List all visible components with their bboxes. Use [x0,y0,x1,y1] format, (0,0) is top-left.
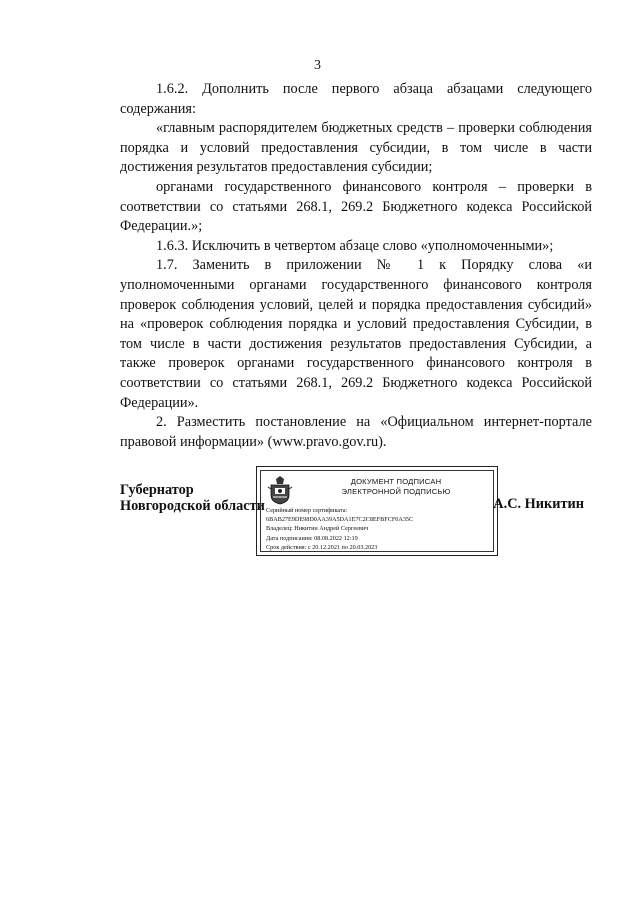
certificate-validity: Срок действия: с 20.12.2021 по 20.03.2023 [266,543,378,551]
stamp-details [266,506,413,552]
signer-position-line1: Губернатор [120,482,194,498]
signature-block [120,466,592,562]
stamp-frame [260,470,494,552]
signer-position [120,482,265,514]
paragraph-quote-main-manager: «главным распорядителем бюджетных средств – проверки соблюдения порядка и условий предоставления субсидии, в том числе в части достижения результатов предоставления субсидии; [120,120,592,176]
signer-position-line2: Новгородской области [120,498,265,514]
electronic-signature-stamp [256,466,498,556]
paragraph-1-6-3: 1.6.3. Исключить в четвертом абзаце слово «уполномоченными»; [156,237,554,254]
page-number: 3 [314,58,321,73]
paragraph-2: 2. Разместить постановление на «Официальном интернет-портале правовой информации» (www.pravo.gov.ru). [120,414,592,450]
paragraph-financial-control: органами государственного финансового контроля – проверки в соответствии со статьями 268.1, 269.2 Бюджетного кодекса Российской Федерации.»; [120,178,592,235]
document-body [120,80,592,452]
coat-of-arms-icon [267,475,293,505]
stamp-header-line1: ДОКУМЕНТ ПОДПИСАН [350,477,442,486]
stamp-header [301,477,491,497]
paragraph-1-7: 1.7. Заменить в приложении № 1 к Порядку слова «и уполномоченными органами государственного финансового контроля проверок соблюдения условий, целей и порядка предоставления субсидий» на «проверок соблюдения порядка и условий предоставления Субсидии, в том числе в части достижения результатов предоставления Субсидии, а также проверок органами государственного финансового контроля в соответствии со статьями 268.1, 269.2 Бюджетного кодекса Российской Федерации». [120,257,592,411]
certificate-owner: Владелец: Никитин Андрей Сергеевич [266,525,369,533]
paragraph-1-6-2: 1.6.2. Дополнить после первого абзаца абзацами следующего содержания: [120,81,592,117]
signer-name: А.С. Никитин [493,496,584,512]
stamp-header-line2: ЭЛЕКТРОННОЙ ПОДПИСЬЮ [341,487,451,496]
certificate-serial-label: Серийный номер сертификата: [266,507,348,514]
signing-date: Дата подписания: 08.08.2022 12:19 [266,534,358,542]
certificate-serial-value: 6BAB27E9DE98D0AA39A5DA1E7C2C8EFBFCF0A35C [266,516,414,524]
